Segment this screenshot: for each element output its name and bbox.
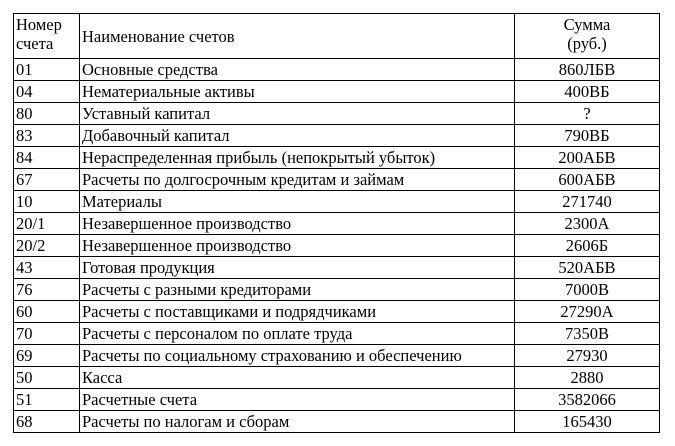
account-number-cell: 01	[14, 59, 80, 81]
account-number-cell: 68	[14, 411, 80, 433]
table-row	[14, 103, 660, 125]
accounts-table-body	[14, 14, 660, 433]
account-number-cell: 20/1	[14, 213, 80, 235]
account-name-cell: Незавершенное производство	[80, 235, 515, 257]
table-row	[14, 301, 660, 323]
amount-cell: 2880	[515, 367, 660, 389]
account-name-cell: Уставный капитал	[80, 103, 515, 125]
amount-cell: ?	[515, 103, 660, 125]
table-row	[14, 345, 660, 367]
account-number-cell: 84	[14, 147, 80, 169]
amount-cell: 2606Б	[515, 235, 660, 257]
account-name-cell: Расчетные счета	[80, 389, 515, 411]
account-name-cell: Расчеты с разными кредиторами	[80, 279, 515, 301]
table-row	[14, 367, 660, 389]
account-name-cell: Расчеты по налогам и сборам	[80, 411, 515, 433]
account-name-cell: Расчеты по социальному страхованию и обеспечению	[80, 345, 515, 367]
account-number-cell: 51	[14, 389, 80, 411]
account-name-cell: Незавершенное производство	[80, 213, 515, 235]
amount-cell: 7350В	[515, 323, 660, 345]
account-name-cell: Расчеты с поставщиками и подрядчиками	[80, 301, 515, 323]
amount-cell: 790ВБ	[515, 125, 660, 147]
table-row	[14, 81, 660, 103]
amount-cell: 400ВБ	[515, 81, 660, 103]
account-name-cell: Расчеты с персоналом по оплате труда	[80, 323, 515, 345]
accounts-table	[13, 13, 660, 433]
account-number-cell: 80	[14, 103, 80, 125]
account-number-cell: 70	[14, 323, 80, 345]
account-number-cell: 83	[14, 125, 80, 147]
amount-cell: 860ЛБВ	[515, 59, 660, 81]
account-number-cell: 04	[14, 81, 80, 103]
header-amount-line1: Сумма	[563, 15, 611, 34]
amount-cell: 200АБВ	[515, 147, 660, 169]
amount-cell: 600АБВ	[515, 169, 660, 191]
header-amount-line2: (руб.)	[567, 34, 607, 53]
table-row	[14, 169, 660, 191]
account-name-cell: Нераспределенная прибыль (непокрытый убыток)	[80, 147, 515, 169]
table-row	[14, 411, 660, 433]
amount-cell: 3582066	[515, 389, 660, 411]
account-name-cell: Нематериальные активы	[80, 81, 515, 103]
account-number-cell: 20/2	[14, 235, 80, 257]
header-account-number-line2: счета	[16, 34, 54, 53]
table-row	[14, 389, 660, 411]
table-row	[14, 147, 660, 169]
account-number-cell: 50	[14, 367, 80, 389]
header-account-name: Наименование счетов	[80, 14, 515, 59]
account-number-cell: 10	[14, 191, 80, 213]
table-header-row	[14, 14, 660, 59]
header-account-number-line1: Номер	[16, 15, 62, 34]
table-row	[14, 191, 660, 213]
table-row	[14, 279, 660, 301]
account-number-cell: 67	[14, 169, 80, 191]
account-number-cell: 60	[14, 301, 80, 323]
account-name-cell: Основные средства	[80, 59, 515, 81]
amount-cell: 7000В	[515, 279, 660, 301]
table-row	[14, 323, 660, 345]
table-row	[14, 59, 660, 81]
account-name-cell: Добавочный капитал	[80, 125, 515, 147]
amount-cell: 271740	[515, 191, 660, 213]
account-name-cell: Касса	[80, 367, 515, 389]
amount-cell: 520АБВ	[515, 257, 660, 279]
table-row	[14, 125, 660, 147]
amount-cell: 165430	[515, 411, 660, 433]
table-row	[14, 235, 660, 257]
account-name-cell: Расчеты по долгосрочным кредитам и займам	[80, 169, 515, 191]
amount-cell: 27290А	[515, 301, 660, 323]
table-row	[14, 257, 660, 279]
account-number-cell: 69	[14, 345, 80, 367]
account-number-cell: 76	[14, 279, 80, 301]
amount-cell: 27930	[515, 345, 660, 367]
account-number-cell: 43	[14, 257, 80, 279]
table-row	[14, 213, 660, 235]
account-name-cell: Готовая продукция	[80, 257, 515, 279]
header-amount	[515, 14, 660, 59]
header-account-number	[14, 14, 80, 59]
account-name-cell: Материалы	[80, 191, 515, 213]
amount-cell: 2300А	[515, 213, 660, 235]
